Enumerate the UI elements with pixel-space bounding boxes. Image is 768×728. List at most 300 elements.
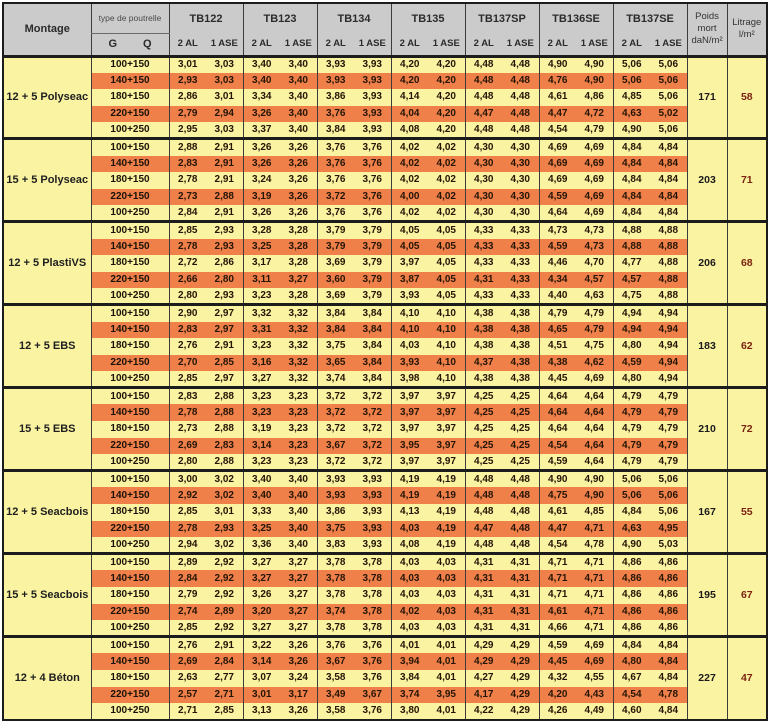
load-value: 4,38 xyxy=(465,305,502,322)
load-value: 3,11 xyxy=(243,272,280,289)
load-value: 3,74 xyxy=(317,604,354,621)
load-value: 2,86 xyxy=(169,89,206,106)
load-value: 3,32 xyxy=(280,322,317,339)
load-value: 3,40 xyxy=(280,537,317,554)
load-value: 4,77 xyxy=(613,255,650,272)
load-value: 3,40 xyxy=(280,73,317,90)
load-value: 4,94 xyxy=(650,305,687,322)
poutrelle-type-label: 140+150 xyxy=(91,570,169,587)
load-value: 4,71 xyxy=(539,587,576,604)
load-value: 4,69 xyxy=(576,172,613,189)
load-value: 3,22 xyxy=(243,637,280,654)
load-value: 4,33 xyxy=(502,288,539,305)
montage-group xyxy=(3,56,767,139)
load-value: 4,80 xyxy=(613,371,650,388)
load-value: 4,84 xyxy=(650,670,687,687)
load-value: 3,01 xyxy=(243,687,280,704)
load-value: 2,97 xyxy=(206,371,243,388)
load-value: 3,78 xyxy=(317,587,354,604)
poutrelle-type-label: 180+150 xyxy=(91,89,169,106)
load-value: 4,19 xyxy=(428,487,465,504)
load-value: 4,20 xyxy=(391,56,428,73)
load-value: 2,70 xyxy=(169,355,206,372)
load-value: 2,78 xyxy=(169,172,206,189)
load-value: 3,01 xyxy=(206,504,243,521)
tb-column-header-tb136se: TB136SE xyxy=(539,3,613,33)
load-value: 5,06 xyxy=(613,487,650,504)
load-value: 3,93 xyxy=(354,56,391,73)
load-value: 3,23 xyxy=(280,404,317,421)
load-value: 3,27 xyxy=(280,620,317,637)
load-value: 3,33 xyxy=(243,504,280,521)
load-value: 3,76 xyxy=(317,637,354,654)
load-value: 3,78 xyxy=(354,554,391,571)
poutrelle-type-label: 100+250 xyxy=(91,537,169,554)
load-value: 4,38 xyxy=(502,355,539,372)
load-value: 4,61 xyxy=(539,504,576,521)
load-value: 4,33 xyxy=(502,272,539,289)
load-value: 3,93 xyxy=(317,487,354,504)
montage-label: 12 + 5 PlastiVS xyxy=(3,222,91,305)
load-value: 3,16 xyxy=(243,355,280,372)
load-value: 3,27 xyxy=(280,272,317,289)
load-value: 3,72 xyxy=(317,421,354,438)
load-value: 4,27 xyxy=(465,670,502,687)
load-value: 2,94 xyxy=(169,537,206,554)
load-value: 4,32 xyxy=(539,670,576,687)
load-value: 4,69 xyxy=(576,371,613,388)
load-value: 3,27 xyxy=(280,587,317,604)
load-value: 4,25 xyxy=(502,404,539,421)
poutrelle-type-label: 100+250 xyxy=(91,122,169,139)
litrage-value: 67 xyxy=(727,554,767,637)
load-value: 4,05 xyxy=(428,288,465,305)
table-row xyxy=(3,338,767,355)
load-value: 4,38 xyxy=(465,338,502,355)
load-value: 4,02 xyxy=(428,139,465,156)
table-row xyxy=(3,587,767,604)
load-value: 3,84 xyxy=(354,322,391,339)
load-value: 3,94 xyxy=(391,653,428,670)
load-value: 2,91 xyxy=(206,139,243,156)
subcol-1ase-header: 1 ASE xyxy=(280,33,317,56)
load-value: 4,71 xyxy=(539,554,576,571)
load-value: 2,76 xyxy=(169,637,206,654)
poutrelle-type-label: 220+150 xyxy=(91,355,169,372)
load-value: 5,03 xyxy=(650,537,687,554)
load-value: 4,55 xyxy=(576,670,613,687)
load-value: 3,79 xyxy=(354,288,391,305)
load-value: 3,01 xyxy=(206,89,243,106)
load-value: 3,40 xyxy=(280,471,317,488)
load-value: 4,69 xyxy=(576,156,613,173)
load-value: 4,48 xyxy=(465,487,502,504)
load-value: 4,01 xyxy=(391,637,428,654)
load-value: 2,83 xyxy=(169,322,206,339)
load-value: 5,02 xyxy=(650,106,687,123)
load-value: 4,57 xyxy=(613,272,650,289)
load-value: 4,48 xyxy=(465,122,502,139)
load-value: 3,93 xyxy=(354,537,391,554)
load-value: 4,73 xyxy=(576,239,613,256)
poutrelle-type-label: 220+150 xyxy=(91,604,169,621)
load-value: 4,25 xyxy=(502,438,539,455)
load-value: 4,79 xyxy=(650,454,687,471)
load-value: 4,03 xyxy=(391,587,428,604)
load-value: 3,32 xyxy=(243,305,280,322)
subcol-2al-header: 2 AL xyxy=(613,33,650,56)
load-value: 4,88 xyxy=(650,272,687,289)
litrage-header-line: l/m² xyxy=(738,29,755,41)
load-value: 4,20 xyxy=(428,73,465,90)
load-value: 2,66 xyxy=(169,272,206,289)
load-value: 4,30 xyxy=(502,189,539,206)
load-value: 3,02 xyxy=(206,537,243,554)
montage-group xyxy=(3,554,767,637)
load-value: 2,69 xyxy=(169,653,206,670)
subcol-1ase-header: 1 ASE xyxy=(354,33,391,56)
montage-label: 12 + 5 Polyseac xyxy=(3,56,91,139)
load-value: 3,93 xyxy=(317,56,354,73)
poutrelle-type-label: 100+250 xyxy=(91,454,169,471)
load-value: 3,40 xyxy=(280,521,317,538)
load-value: 4,38 xyxy=(539,355,576,372)
load-value: 4,05 xyxy=(428,272,465,289)
load-value: 3,13 xyxy=(243,703,280,720)
montage-label: 15 + 5 EBS xyxy=(3,388,91,471)
poids-mort-value: 227 xyxy=(687,637,727,720)
load-value: 4,72 xyxy=(576,106,613,123)
load-value: 4,20 xyxy=(428,56,465,73)
load-value: 4,64 xyxy=(539,421,576,438)
load-value: 3,72 xyxy=(317,454,354,471)
poutrelle-type-label: 140+150 xyxy=(91,404,169,421)
load-value: 4,17 xyxy=(465,687,502,704)
table-row xyxy=(3,56,767,73)
load-value: 3,97 xyxy=(391,404,428,421)
load-value: 2,80 xyxy=(169,288,206,305)
table-row xyxy=(3,537,767,554)
load-value: 4,25 xyxy=(502,388,539,405)
load-value: 4,29 xyxy=(502,637,539,654)
load-value: 4,90 xyxy=(576,487,613,504)
tb-column-header-tb137se: TB137SE xyxy=(613,3,687,33)
poutrelle-type-label: 140+150 xyxy=(91,653,169,670)
litrage-value: 71 xyxy=(727,139,767,222)
load-value: 4,79 xyxy=(650,404,687,421)
load-value: 4,04 xyxy=(391,106,428,123)
load-value: 4,20 xyxy=(539,687,576,704)
load-value: 5,06 xyxy=(613,73,650,90)
load-value: 3,84 xyxy=(317,322,354,339)
load-value: 3,74 xyxy=(391,687,428,704)
load-value: 4,63 xyxy=(576,288,613,305)
poutrelle-type-label: 140+150 xyxy=(91,156,169,173)
load-value: 4,48 xyxy=(465,471,502,488)
table-header xyxy=(3,3,767,56)
load-value: 3,76 xyxy=(354,653,391,670)
load-value: 3,84 xyxy=(354,305,391,322)
load-value: 3,27 xyxy=(280,570,317,587)
load-value: 4,64 xyxy=(539,388,576,405)
load-value: 4,33 xyxy=(465,239,502,256)
load-value: 2,94 xyxy=(206,106,243,123)
load-value: 3,26 xyxy=(280,637,317,654)
load-value: 3,84 xyxy=(354,338,391,355)
load-value: 4,25 xyxy=(465,421,502,438)
load-value: 3,26 xyxy=(243,587,280,604)
load-value: 4,20 xyxy=(391,73,428,90)
load-value: 3,23 xyxy=(243,288,280,305)
load-value: 4,31 xyxy=(465,570,502,587)
load-value: 3,78 xyxy=(354,604,391,621)
load-value: 4,30 xyxy=(502,205,539,222)
litrage-value: 68 xyxy=(727,222,767,305)
load-value: 4,79 xyxy=(613,404,650,421)
table-row xyxy=(3,272,767,289)
table-row xyxy=(3,521,767,538)
load-value: 3,32 xyxy=(280,355,317,372)
load-value: 3,84 xyxy=(317,122,354,139)
load-value: 4,65 xyxy=(539,322,576,339)
load-value: 4,48 xyxy=(465,73,502,90)
load-value: 4,01 xyxy=(428,653,465,670)
table-row xyxy=(3,288,767,305)
subcol-2al-header: 2 AL xyxy=(465,33,502,56)
load-value: 2,88 xyxy=(206,421,243,438)
load-value: 4,84 xyxy=(650,156,687,173)
load-value: 3,97 xyxy=(391,388,428,405)
load-value: 4,84 xyxy=(613,205,650,222)
table-row xyxy=(3,371,767,388)
load-value: 3,76 xyxy=(317,156,354,173)
litrage-value: 72 xyxy=(727,388,767,471)
load-value: 5,06 xyxy=(650,504,687,521)
load-value: 3,32 xyxy=(280,338,317,355)
load-value: 4,94 xyxy=(650,355,687,372)
load-value: 4,51 xyxy=(539,338,576,355)
load-value: 3,79 xyxy=(317,239,354,256)
table-row xyxy=(3,670,767,687)
load-value: 3,01 xyxy=(169,56,206,73)
load-value: 3,76 xyxy=(354,189,391,206)
load-value: 3,40 xyxy=(243,73,280,90)
table-row xyxy=(3,554,767,571)
montage-column-header: Montage xyxy=(3,3,91,56)
load-value: 3,26 xyxy=(280,139,317,156)
load-value: 4,79 xyxy=(613,388,650,405)
load-value: 2,93 xyxy=(206,521,243,538)
load-value: 4,13 xyxy=(391,504,428,521)
load-value: 3,34 xyxy=(243,89,280,106)
load-value: 4,30 xyxy=(465,189,502,206)
load-value: 3,03 xyxy=(206,122,243,139)
load-value: 3,28 xyxy=(280,288,317,305)
load-value: 3,26 xyxy=(280,156,317,173)
load-value: 4,90 xyxy=(576,471,613,488)
load-value: 4,95 xyxy=(650,521,687,538)
load-value: 3,74 xyxy=(317,371,354,388)
load-value: 4,03 xyxy=(391,338,428,355)
load-value: 4,19 xyxy=(428,471,465,488)
table-row xyxy=(3,172,767,189)
montage-group xyxy=(3,222,767,305)
load-value: 2,84 xyxy=(206,653,243,670)
load-value: 4,86 xyxy=(613,604,650,621)
load-value: 3,26 xyxy=(280,703,317,720)
load-value: 3,93 xyxy=(354,521,391,538)
load-value: 4,64 xyxy=(576,388,613,405)
poutrelle-type-label: 180+150 xyxy=(91,338,169,355)
load-value: 3,23 xyxy=(243,338,280,355)
load-value: 2,93 xyxy=(206,222,243,239)
load-value: 4,29 xyxy=(502,653,539,670)
load-value: 4,75 xyxy=(539,487,576,504)
load-value: 3,26 xyxy=(280,653,317,670)
load-value: 4,37 xyxy=(465,355,502,372)
load-value: 3,76 xyxy=(354,139,391,156)
subcol-1ase-header: 1 ASE xyxy=(650,33,687,56)
load-value: 4,31 xyxy=(502,570,539,587)
load-value: 4,19 xyxy=(428,537,465,554)
table-row xyxy=(3,404,767,421)
load-value: 4,71 xyxy=(576,587,613,604)
load-value: 4,34 xyxy=(539,272,576,289)
poids-mort-value: 210 xyxy=(687,388,727,471)
load-value: 4,14 xyxy=(391,89,428,106)
load-value: 4,31 xyxy=(465,554,502,571)
load-value: 4,80 xyxy=(613,338,650,355)
load-value: 2,83 xyxy=(169,388,206,405)
table-row xyxy=(3,504,767,521)
load-value: 4,79 xyxy=(576,305,613,322)
load-value: 4,84 xyxy=(613,504,650,521)
poutrelle-type-label: 180+150 xyxy=(91,670,169,687)
load-value: 3,93 xyxy=(354,471,391,488)
table-row xyxy=(3,388,767,405)
poutrelle-type-label: 220+150 xyxy=(91,272,169,289)
load-value: 4,86 xyxy=(613,570,650,587)
load-value: 3,76 xyxy=(317,139,354,156)
load-value: 4,75 xyxy=(613,288,650,305)
load-value: 3,27 xyxy=(280,604,317,621)
load-value: 4,84 xyxy=(613,156,650,173)
load-value: 4,59 xyxy=(539,637,576,654)
load-value: 4,31 xyxy=(502,604,539,621)
load-value: 4,48 xyxy=(502,471,539,488)
load-value: 4,64 xyxy=(576,438,613,455)
load-value: 4,22 xyxy=(465,703,502,720)
load-value: 4,63 xyxy=(613,521,650,538)
poids-mort-value: 183 xyxy=(687,305,727,388)
load-value: 4,84 xyxy=(613,637,650,654)
load-value: 3,93 xyxy=(391,288,428,305)
load-value: 4,02 xyxy=(391,139,428,156)
load-value: 3,72 xyxy=(354,404,391,421)
table-row xyxy=(3,687,767,704)
load-value: 4,86 xyxy=(650,620,687,637)
load-value: 4,94 xyxy=(650,371,687,388)
load-value: 4,88 xyxy=(613,239,650,256)
g-load-label: G xyxy=(108,38,117,50)
load-value: 3,20 xyxy=(243,604,280,621)
poutrelle-type-label: 180+150 xyxy=(91,255,169,272)
load-value: 4,47 xyxy=(539,521,576,538)
table-row xyxy=(3,122,767,139)
load-value: 3,28 xyxy=(280,222,317,239)
load-value: 3,93 xyxy=(317,471,354,488)
load-value: 4,79 xyxy=(613,438,650,455)
table-row xyxy=(3,222,767,239)
load-value: 2,92 xyxy=(206,554,243,571)
load-value: 4,86 xyxy=(576,89,613,106)
table-row xyxy=(3,421,767,438)
load-value: 4,90 xyxy=(539,471,576,488)
load-value: 3,37 xyxy=(243,122,280,139)
load-value: 3,28 xyxy=(280,255,317,272)
poutrelle-type-label: 140+150 xyxy=(91,487,169,504)
load-value: 3,84 xyxy=(391,670,428,687)
load-value: 3,86 xyxy=(317,89,354,106)
load-value: 4,69 xyxy=(576,189,613,206)
load-value: 3,72 xyxy=(354,388,391,405)
load-value: 4,90 xyxy=(576,73,613,90)
load-value: 3,72 xyxy=(354,454,391,471)
load-value: 3,76 xyxy=(354,670,391,687)
load-value: 3,27 xyxy=(243,554,280,571)
load-value: 4,79 xyxy=(650,388,687,405)
poutrelle-load-table xyxy=(2,2,768,721)
load-value: 2,88 xyxy=(206,388,243,405)
load-value: 4,01 xyxy=(428,703,465,720)
litrage-header-line: Litrage xyxy=(732,17,762,29)
load-value: 4,69 xyxy=(576,637,613,654)
subcol-2al-header: 2 AL xyxy=(169,33,206,56)
load-value: 3,98 xyxy=(391,371,428,388)
load-value: 2,97 xyxy=(206,305,243,322)
load-value: 2,93 xyxy=(206,288,243,305)
load-value: 3,78 xyxy=(317,620,354,637)
load-value: 3,69 xyxy=(317,255,354,272)
poutrelle-type-label: 100+150 xyxy=(91,305,169,322)
load-value: 4,30 xyxy=(465,139,502,156)
load-value: 3,79 xyxy=(354,222,391,239)
table-row xyxy=(3,156,767,173)
load-value: 4,05 xyxy=(428,222,465,239)
poutrelle-type-label: 180+150 xyxy=(91,172,169,189)
load-value: 4,86 xyxy=(650,570,687,587)
load-value: 3,40 xyxy=(280,487,317,504)
subcol-1ase-header: 1 ASE xyxy=(576,33,613,56)
load-value: 3,97 xyxy=(428,388,465,405)
load-value: 4,02 xyxy=(428,156,465,173)
load-value: 3,78 xyxy=(354,570,391,587)
montage-group xyxy=(3,388,767,471)
load-value: 4,67 xyxy=(613,670,650,687)
poutrelle-type-label: 100+150 xyxy=(91,56,169,73)
poutrelle-type-label: 100+150 xyxy=(91,388,169,405)
load-value: 2,91 xyxy=(206,172,243,189)
table-row xyxy=(3,322,767,339)
load-value: 2,79 xyxy=(169,106,206,123)
load-value: 3,95 xyxy=(391,438,428,455)
load-value: 4,90 xyxy=(613,537,650,554)
load-value: 3,97 xyxy=(391,454,428,471)
load-value: 4,46 xyxy=(539,255,576,272)
load-value: 3,40 xyxy=(280,504,317,521)
load-value: 4,48 xyxy=(502,73,539,90)
load-value: 4,63 xyxy=(613,106,650,123)
